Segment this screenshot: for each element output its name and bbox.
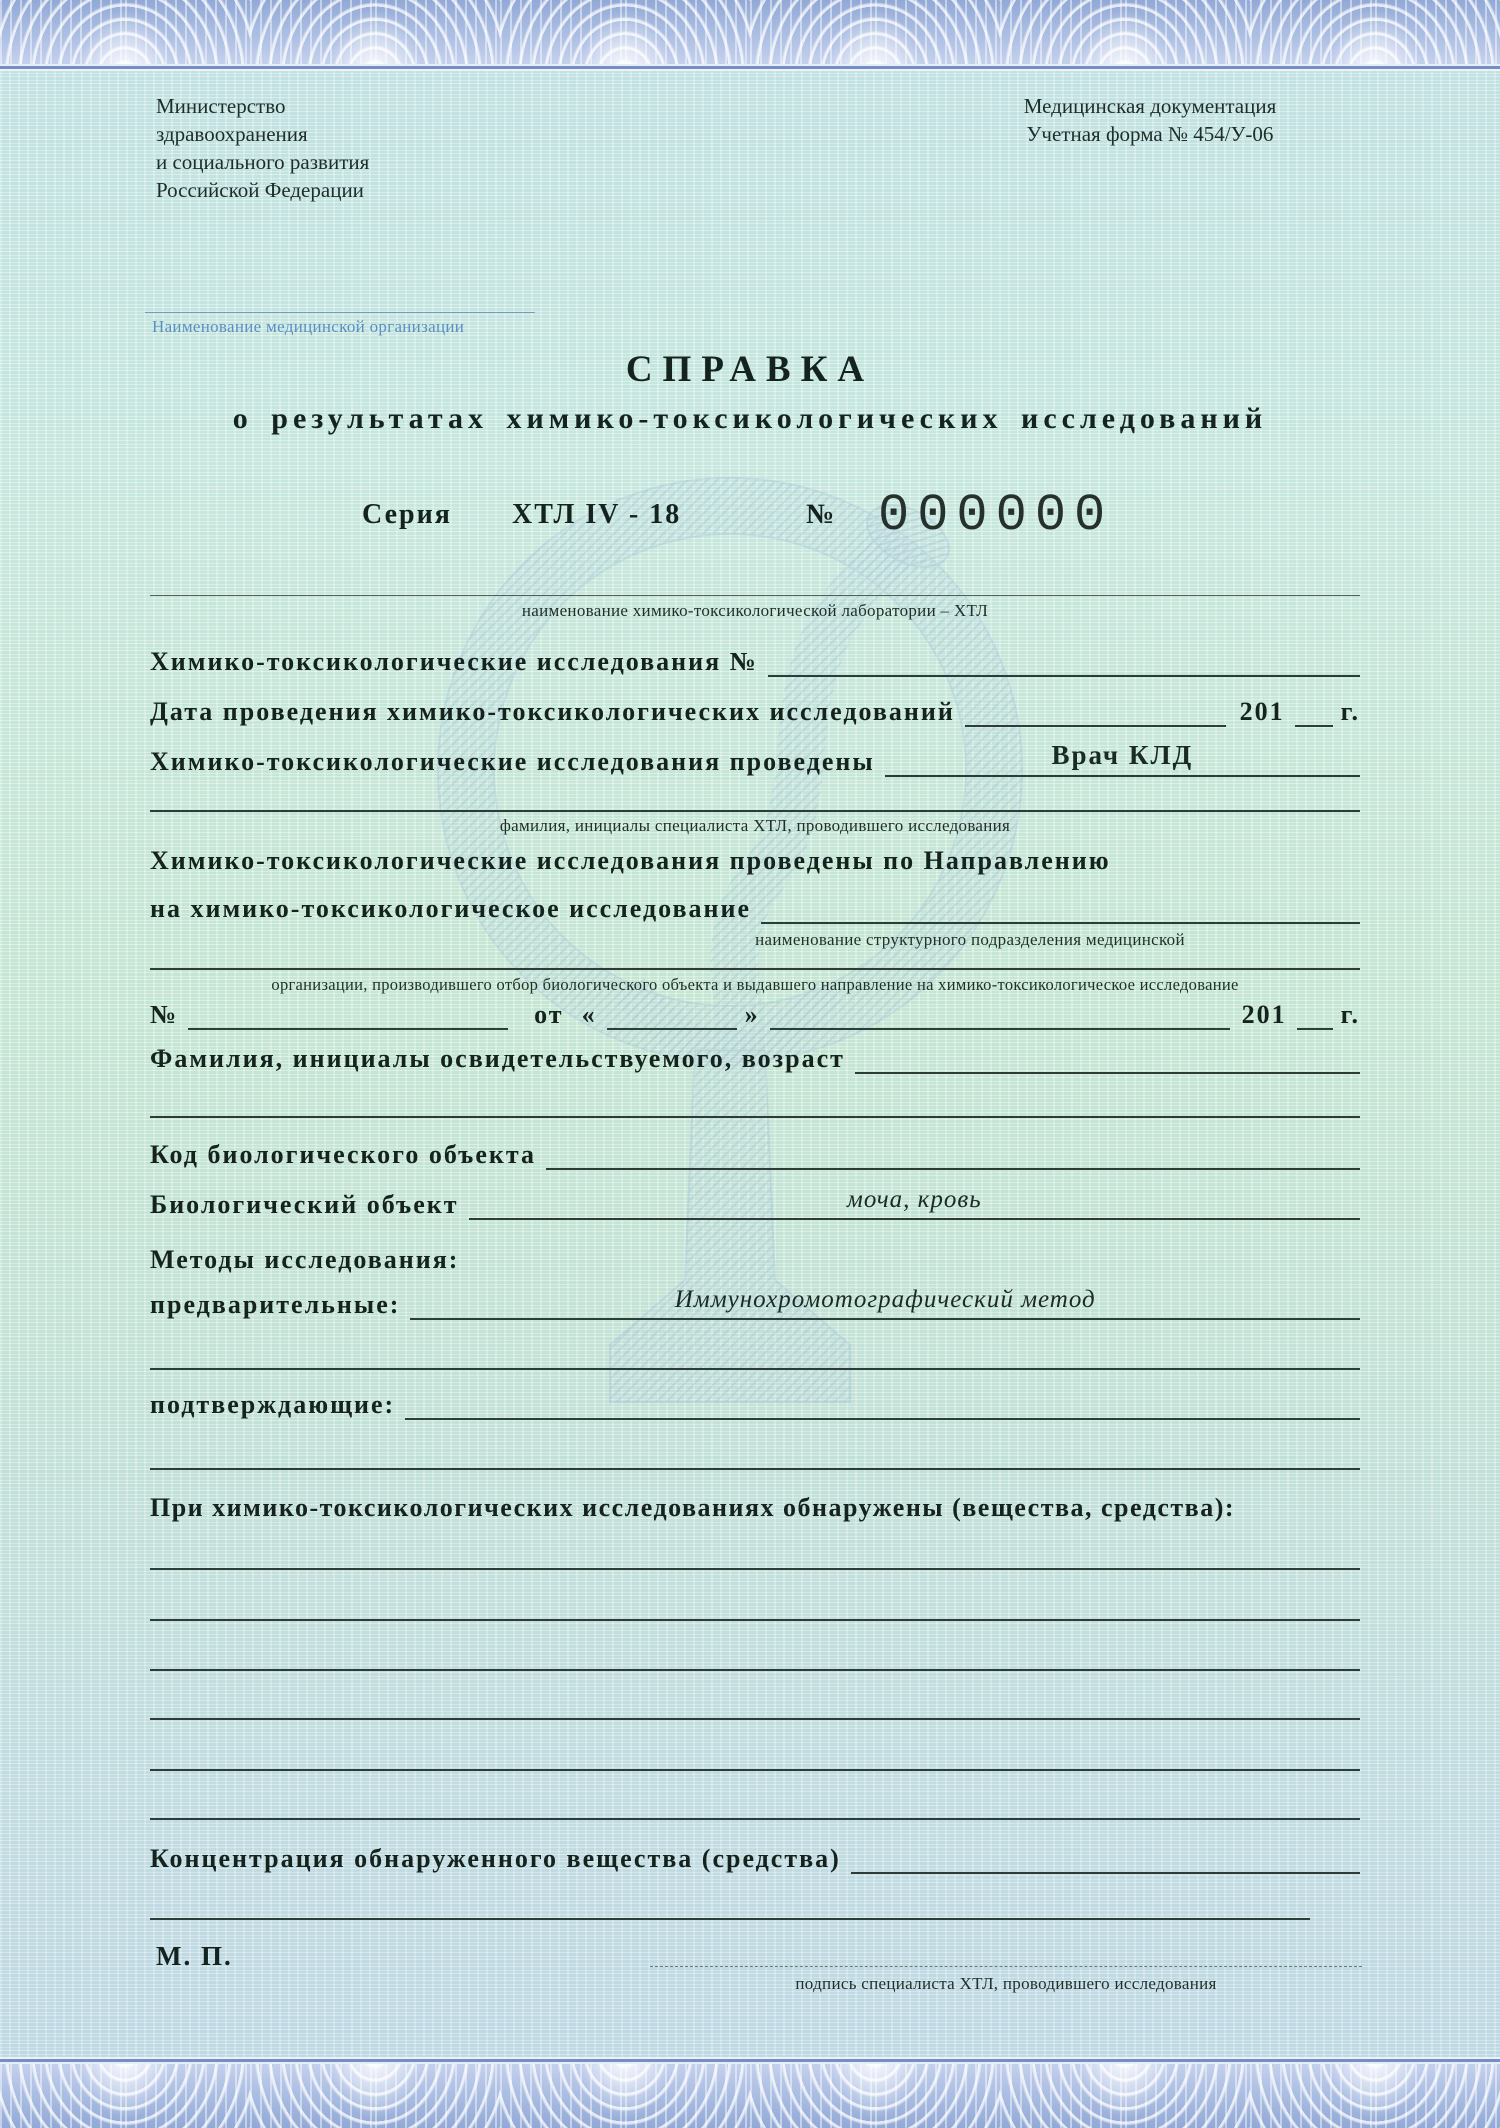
number-value: 000000 — [878, 486, 1114, 545]
doc-form-line: Медицинская документация — [1023, 94, 1277, 118]
field-label: на химико-токсикологическое исследование — [150, 894, 752, 924]
ruled-line — [150, 1769, 1360, 1771]
ruled-line — [150, 810, 1360, 812]
blank-field — [761, 922, 1360, 924]
field-label: Биологический объект — [150, 1190, 459, 1220]
field-person — [150, 1036, 1360, 1074]
field-label: Код биологического объекта — [150, 1140, 536, 1170]
field-value: моча, кровь — [846, 1186, 982, 1213]
field-label: Дата проведения химико-токсикологических исследований — [150, 697, 955, 727]
quote-open: « — [581, 1000, 597, 1030]
field-label: Химико-токсикологические исследования проведены — [150, 747, 875, 777]
org-name-line — [145, 312, 535, 313]
lab-caption: наименование химико-токсикологической лаборатории – ХТЛ — [521, 601, 989, 620]
series-label: Серия — [362, 499, 452, 530]
ruled-line — [150, 1619, 1360, 1621]
signature-line — [650, 1966, 1362, 1967]
field-label: Концентрация обнаруженного вещества (средства) — [150, 1844, 841, 1874]
blank-field — [855, 1072, 1360, 1074]
ministry-line: Министерство — [156, 94, 286, 118]
year-suffix: г. — [1340, 1000, 1360, 1030]
ruled-line — [150, 1918, 1310, 1920]
number-sign: № — [806, 499, 837, 530]
field-referral: Химико-токсикологические исследования проведены по Направлению — [150, 846, 1111, 875]
stamp-label: М. П. — [156, 1941, 233, 1971]
ministry-line: и социального развития — [156, 150, 370, 174]
field-referral-number — [150, 992, 1360, 1030]
ruled-line — [150, 1468, 1360, 1470]
field-conducted-by — [150, 739, 1360, 777]
ministry-line: Российской Федерации — [156, 178, 364, 202]
doc-form-block — [990, 92, 1310, 148]
filled-field — [410, 1285, 1360, 1320]
filled-field — [469, 1185, 1360, 1220]
blank-field — [965, 725, 1226, 727]
blank-field — [1297, 1028, 1333, 1030]
ruled-line — [150, 1116, 1360, 1118]
filled-field — [885, 740, 1360, 777]
field-label: предварительные: — [150, 1290, 401, 1320]
ruled-line — [150, 1568, 1360, 1570]
blank-field — [405, 1418, 1360, 1420]
guilloche-border-top — [0, 0, 1500, 64]
blank-field — [768, 675, 1360, 677]
ruled-line — [150, 968, 1360, 970]
doc-form-line: Учетная форма № 454/У-06 — [1026, 122, 1274, 146]
org-name-caption: Наименование медицинской организации — [152, 317, 465, 336]
field-research-date — [150, 689, 1360, 727]
blank-field — [851, 1872, 1360, 1874]
signature-caption: подпись специалиста ХТЛ, проводившего исследования — [795, 1974, 1217, 1993]
ruled-line — [150, 1818, 1360, 1820]
field-concentration — [150, 1836, 1360, 1874]
quote-close: » — [744, 1000, 760, 1030]
field-bio-code — [150, 1132, 1360, 1170]
field-label: подтверждающие: — [150, 1390, 396, 1420]
ruled-line — [150, 595, 1360, 596]
series-value: ХТЛ IV - 18 — [512, 499, 682, 530]
field-preliminary — [150, 1282, 1360, 1320]
guilloche-border-bottom — [0, 2064, 1500, 2128]
department-caption: наименование структурного подразделения медицинской — [755, 930, 1185, 949]
year-prefix: 201 — [1241, 1000, 1287, 1030]
ruled-line — [150, 1718, 1360, 1720]
field-for-research — [150, 886, 1360, 924]
field-research-number — [150, 639, 1360, 677]
field-value: Врач КЛД — [1051, 740, 1194, 770]
year-suffix: г. — [1340, 697, 1360, 727]
ruled-line — [150, 1368, 1360, 1370]
field-label: Химико-токсикологические исследования № — [150, 647, 758, 677]
ministry-block — [156, 92, 369, 204]
page-title: СПРАВКА — [625, 349, 875, 390]
blank-field — [1295, 725, 1333, 727]
specialist-caption: фамилия, инициалы специалиста ХТЛ, проводившего исследования — [499, 816, 1011, 835]
blank-field — [546, 1168, 1360, 1170]
blank-field — [770, 1028, 1230, 1030]
field-confirmatory — [150, 1382, 1360, 1420]
ref-no-sign: № — [150, 1000, 179, 1030]
field-value: Иммунохромотографический метод — [674, 1286, 1096, 1313]
ruled-line — [150, 1669, 1360, 1671]
detected-label: При химико-токсикологических исследованиях обнаружены (вещества, средства): — [150, 1493, 1236, 1522]
org-caption-2: организации, производившего отбор биологического объекта и выдавшего направление на химико-токсикологическое исследование — [271, 975, 1239, 994]
field-label: Фамилия, инициалы освидетельствуемого, возраст — [150, 1044, 845, 1074]
blank-field — [607, 1028, 737, 1030]
page-subtitle: о результатах химико-токсикологических исследований — [232, 402, 1268, 435]
year-prefix: 201 — [1239, 697, 1285, 727]
blank-field — [188, 1028, 508, 1030]
ministry-line: здравоохранения — [156, 122, 308, 146]
methods-label: Методы исследования: — [150, 1245, 460, 1274]
ref-from-label: от — [534, 1000, 564, 1030]
field-bio-object — [150, 1182, 1360, 1220]
